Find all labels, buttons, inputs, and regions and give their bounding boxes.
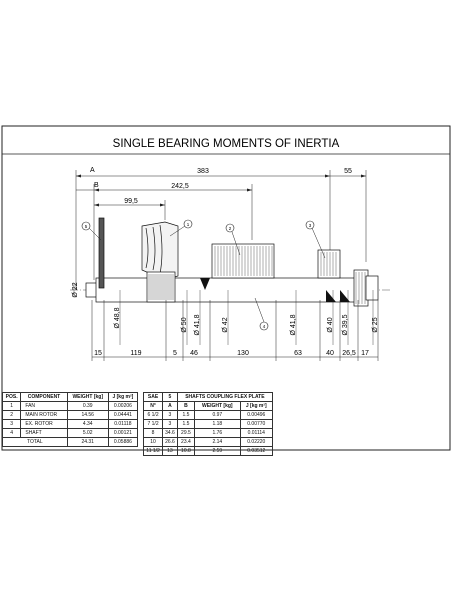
col-inertia: J [kg m²] bbox=[108, 393, 137, 402]
bdim-119: 119 bbox=[130, 350, 142, 357]
dia-40: Ø 40 bbox=[327, 317, 334, 333]
bdim-26-5: 26,5 bbox=[342, 350, 356, 357]
dim-55: 55 bbox=[344, 168, 352, 175]
col-pos-5: 5 bbox=[163, 393, 178, 402]
table-row: 1 FAN 0.39 0.00206 bbox=[3, 402, 138, 411]
col-a: A bbox=[163, 402, 178, 411]
col-weight: WEIGHT [kg] bbox=[67, 393, 108, 402]
components-table bbox=[2, 392, 138, 447]
top-dimension-arrows bbox=[76, 175, 366, 207]
dia-42: Ø 42 bbox=[222, 317, 229, 333]
balloon-4: 4 bbox=[262, 324, 266, 329]
col-component: COMPONENT bbox=[21, 393, 67, 402]
dim-B: B bbox=[94, 182, 99, 189]
balloon-1: 1 bbox=[186, 222, 190, 227]
table-row: 8 34.6 29.5 1.76 0.01114 bbox=[144, 429, 273, 438]
table-row: 10 26.6 23.4 2.14 0.02220 bbox=[144, 438, 273, 447]
balloon-2: 2 bbox=[228, 226, 232, 231]
bdim-17: 17 bbox=[361, 350, 369, 357]
table-row: 11 1/2 13 10.8 2.59 0.03512 bbox=[144, 447, 273, 456]
coupling-group-header: SHAFTS COUPLING FLEX PLATE bbox=[177, 393, 272, 402]
coupling-table bbox=[143, 392, 273, 456]
col-weight-c: WEIGHT [kg] bbox=[195, 402, 241, 411]
bdim-130: 130 bbox=[237, 350, 249, 357]
dia-41-8-a: Ø 41,8 bbox=[194, 314, 201, 336]
dia-25: Ø 25 bbox=[372, 317, 379, 333]
table-row: 7 1/2 3 1.5 1.18 0.00770 bbox=[144, 420, 273, 429]
bdim-5: 5 bbox=[173, 350, 177, 357]
dim-99-5: 99,5 bbox=[124, 198, 138, 205]
col-sae-no: N° bbox=[144, 402, 163, 411]
drawing-title: SINGLE BEARING MOMENTS OF INERTIA bbox=[112, 138, 340, 150]
dia-41-8-b: Ø 41,8 bbox=[290, 314, 297, 336]
col-inertia-c: J [kg m²] bbox=[240, 402, 272, 411]
table-row: 6 1/2 3 1.5 0.97 0.00496 bbox=[144, 411, 273, 420]
dim-383: 383 bbox=[197, 168, 209, 175]
dim-242-5: 242,5 bbox=[171, 183, 189, 190]
dia-22: Ø 22 bbox=[72, 282, 79, 298]
bdim-46: 46 bbox=[190, 350, 198, 357]
bdim-15: 15 bbox=[94, 350, 102, 357]
table-total-row: TOTAL 24.31 0.05886 bbox=[3, 438, 138, 447]
col-sae: SAE bbox=[144, 393, 163, 402]
bdim-40: 40 bbox=[326, 350, 334, 357]
table-row: 4 SHAFT 5.02 0.00121 bbox=[3, 429, 138, 438]
table-row: 2 MAIN ROTOR 14.56 0.04441 bbox=[3, 411, 138, 420]
balloon-5: 5 bbox=[84, 224, 88, 229]
dia-48-8: Ø 48,8 bbox=[114, 307, 121, 329]
balloon-leaders bbox=[89, 226, 325, 322]
col-pos: POS. bbox=[3, 393, 21, 402]
bdim-63: 63 bbox=[294, 350, 302, 357]
dia-39-5: Ø 39,5 bbox=[342, 314, 349, 336]
dim-A: A bbox=[90, 167, 95, 174]
col-b: B bbox=[177, 402, 194, 411]
balloon-3: 3 bbox=[308, 223, 312, 228]
dia-50: Ø 50 bbox=[181, 317, 188, 333]
table-row: 3 EX. ROTOR 4.34 0.01118 bbox=[3, 420, 138, 429]
